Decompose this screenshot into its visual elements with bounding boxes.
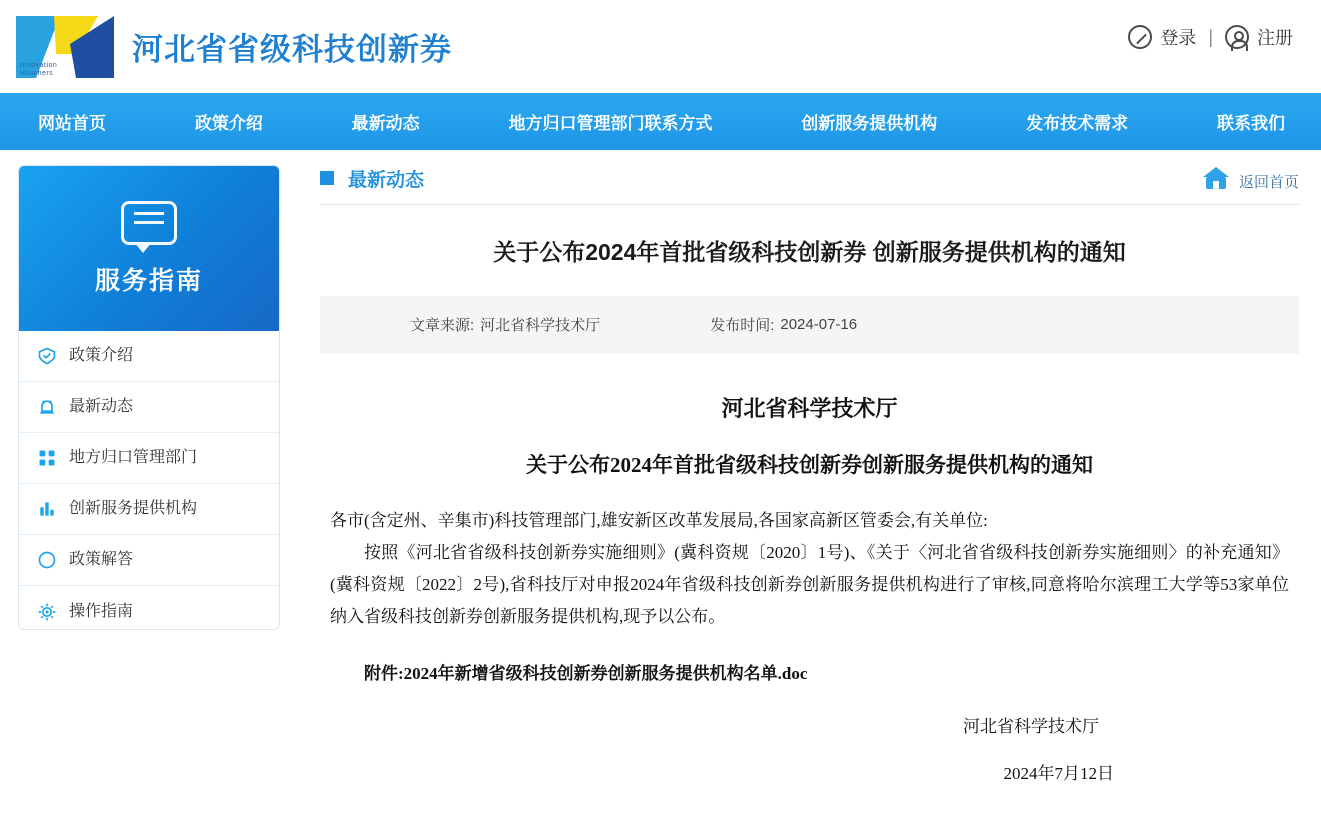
bar-chart-icon	[37, 499, 57, 519]
article-source-value: 河北省科学技术厅	[480, 317, 601, 334]
document-heading: 关于公布2024年首批省级科技创新券创新服务提供机构的通知	[526, 452, 1093, 477]
sidebar-item-label: 政策解答	[69, 551, 134, 568]
nav-item-local-departments[interactable]: 地方归口管理部门联系方式	[508, 114, 713, 133]
sidebar-item-policy[interactable]	[19, 331, 279, 382]
site-logo[interactable]	[14, 14, 118, 80]
document-signature: 河北省科学技术厅	[963, 716, 1099, 736]
document-paragraph-2: 按照《河北省省级科技创新券实施细则》(冀科资规〔2020〕1号)、《关于〈河北省省级科技创新券实施细则〉的补充通知》(冀科资规〔2022〕2号),省科技厅对申报2024年省级科技创新券创新服务提供机构进行了审核,同意将哈尔滨理工大学等53家单位纳入省级科技创新券创新服务提供机构,现予以公布。	[330, 542, 1289, 626]
logo-subtext: Innovation Vouchers	[20, 61, 58, 77]
sidebar	[18, 165, 280, 630]
sidebar-item-label: 政策介绍	[69, 347, 134, 364]
breadcrumb	[320, 164, 1299, 205]
shield-icon	[37, 346, 57, 366]
home-icon	[1201, 164, 1231, 192]
nav-item-policy[interactable]: 政策介绍	[194, 114, 263, 133]
document-paragraph-1: 各市(含定州、辛集市)科技管理部门,雄安新区改革发展局,各国家高新区管委会,有关单位:	[330, 510, 988, 530]
login-label: 登录	[1160, 28, 1197, 48]
back-home-link[interactable]: 返回首页	[1238, 174, 1299, 191]
compass-icon	[37, 550, 57, 570]
page-title: 关于公布2024年首批省级科技创新券 创新服务提供机构的通知	[493, 239, 1126, 265]
site-header	[0, 0, 1321, 93]
breadcrumb-title: 最新动态	[348, 169, 425, 191]
register-button[interactable]	[1225, 24, 1293, 50]
register-label: 注册	[1257, 28, 1293, 48]
header-separator: |	[1208, 26, 1213, 47]
header-account-area	[1128, 24, 1293, 50]
sidebar-item-service-providers[interactable]	[19, 484, 279, 535]
login-button[interactable]	[1128, 24, 1196, 50]
pen-circle-icon	[1128, 25, 1152, 49]
main-nav	[0, 93, 1321, 150]
nav-item-contact[interactable]: 联系我们	[1216, 114, 1285, 133]
article-source-label: 文章来源:	[410, 317, 475, 334]
sidebar-list	[19, 331, 279, 630]
chat-bubble-icon	[121, 201, 177, 245]
sidebar-item-label: 创新服务提供机构	[69, 500, 198, 517]
article-body	[320, 392, 1299, 784]
sidebar-item-label: 最新动态	[69, 398, 134, 415]
document-date: 2024年7月12日	[1003, 763, 1114, 783]
bell-icon	[37, 397, 57, 417]
main-column	[280, 150, 1321, 784]
article-publish-value: 2024-07-16	[780, 316, 858, 333]
sidebar-item-local-departments[interactable]	[19, 433, 279, 484]
grid-icon	[37, 448, 57, 468]
sidebar-item-label: 地方归口管理部门	[69, 449, 198, 466]
document-issuer: 河北省科学技术厅	[721, 395, 898, 421]
user-circle-icon	[1225, 25, 1249, 49]
blue-square-icon	[320, 171, 334, 185]
nav-item-news[interactable]: 最新动态	[351, 114, 420, 133]
nav-item-home[interactable]: 网站首页	[38, 114, 106, 133]
document-attachment[interactable]: 附件:2024年新增省级科技创新券创新服务提供机构名单.doc	[364, 663, 808, 683]
nav-item-service-providers[interactable]: 创新服务提供机构	[801, 114, 938, 133]
sidebar-header	[19, 166, 279, 331]
site-title: 河北省省级科技创新券	[132, 32, 452, 67]
gear-icon	[37, 602, 57, 622]
breadcrumb-right[interactable]	[1201, 164, 1299, 192]
content-area	[0, 150, 1321, 784]
sidebar-item-news[interactable]	[19, 382, 279, 433]
sidebar-item-user-guide[interactable]	[19, 586, 279, 630]
sidebar-item-policy-qa[interactable]	[19, 535, 279, 586]
breadcrumb-left	[320, 165, 424, 192]
nav-item-publish-demand[interactable]: 发布技术需求	[1026, 114, 1129, 133]
sidebar-panel-title: 服务指南	[94, 266, 203, 295]
sidebar-item-label: 操作指南	[69, 602, 134, 620]
article-meta-bar	[320, 296, 1299, 354]
article-publish-label: 发布时间:	[710, 317, 775, 334]
